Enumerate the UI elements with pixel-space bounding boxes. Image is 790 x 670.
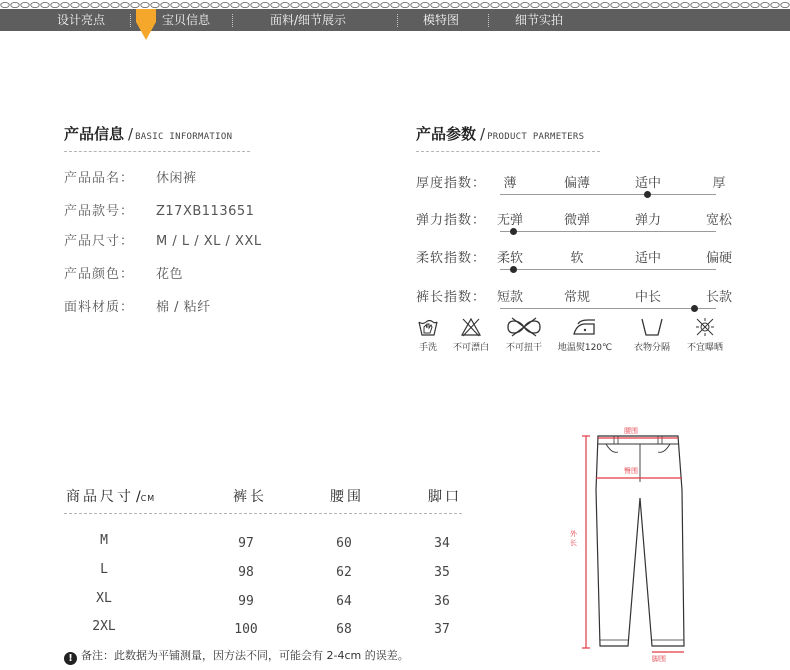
- info-value: Z17XB113651: [156, 204, 255, 219]
- nav-tab-detail-photos[interactable]: 细节实拍: [515, 13, 564, 27]
- care-low-iron: [556, 316, 614, 353]
- param-option: 适中: [634, 176, 661, 191]
- divider: [64, 513, 462, 514]
- table-cell-size: XL: [96, 591, 112, 606]
- param-option: 偏薄: [563, 176, 590, 191]
- param-option: 微弹: [563, 213, 590, 228]
- table-cell: 68: [336, 622, 352, 637]
- diagram-label-hip: 臀围: [624, 467, 638, 475]
- param-option: 长款: [705, 290, 732, 305]
- param-indicator-dot: [691, 305, 698, 312]
- param-option: 常规: [563, 290, 590, 305]
- table-cell-size: M: [100, 533, 108, 548]
- info-row-sizes: [64, 230, 262, 249]
- nav-tab-design-highlights[interactable]: 设计亮点: [57, 13, 106, 27]
- param-track: [500, 308, 716, 309]
- nav-separator: [488, 14, 489, 27]
- param-track: [500, 231, 716, 232]
- care-label: 不可扭干: [505, 343, 542, 353]
- product-params-heading: 产品参数 / PRODUCT PARMETERS: [416, 125, 585, 143]
- care-wash-separately: [626, 316, 678, 353]
- table-cell-size: L: [100, 562, 108, 577]
- info-value: M / L / XL / XXL: [156, 234, 262, 249]
- table-cell: 34: [434, 536, 450, 551]
- care-label: 不可漂白: [452, 343, 489, 353]
- size-table-title-text: 商品尺寸: [66, 489, 134, 505]
- care-label: 不宜曝晒: [686, 343, 723, 353]
- param-option: 无弹: [496, 213, 523, 228]
- nav-separator: [232, 14, 233, 27]
- table-cell: 62: [336, 565, 352, 580]
- param-option: 宽松: [705, 213, 732, 228]
- care-label: 衣物分隔: [633, 343, 670, 353]
- care-hand-wash: [415, 316, 441, 353]
- info-row-style-number: [64, 200, 254, 219]
- info-value: 花色: [156, 267, 184, 282]
- param-option: 偏硬: [705, 251, 732, 266]
- nav-tab-model-photos[interactable]: 模特图: [423, 13, 460, 27]
- size-table-title: 商品尺寸 /CM: [66, 489, 156, 505]
- no-bleach-icon: [460, 316, 482, 338]
- nav-tab-fabric-details[interactable]: 面料/细节展示: [270, 13, 347, 27]
- product-info-subtitle: BASIC INFORMATION: [135, 132, 233, 142]
- table-cell: 100: [234, 622, 258, 637]
- pants-measurement-diagram: [556, 420, 740, 670]
- param-option: 短款: [496, 290, 523, 305]
- info-label: 产品颜色：: [64, 267, 135, 282]
- param-label: 柔软指数：: [416, 251, 487, 266]
- product-params-title: 产品参数: [416, 125, 477, 143]
- pants-outline-icon: [556, 420, 740, 670]
- active-tab-marker: [136, 9, 156, 22]
- table-cell: 37: [434, 622, 450, 637]
- divider: [64, 151, 250, 152]
- active-tab-marker-arrow: [136, 22, 156, 40]
- info-row-material: [64, 296, 211, 315]
- divider: [416, 151, 600, 152]
- table-cell: 97: [238, 536, 254, 551]
- info-label: 面料材质：: [64, 300, 135, 315]
- care-no-wring: [501, 316, 547, 353]
- table-cell: 98: [238, 565, 254, 580]
- info-row-color: [64, 263, 183, 282]
- note-text: 备注：此数据为平铺测量，因方法不同，可能会有 2-4cm 的误差。: [81, 649, 409, 662]
- param-indicator-dot: [510, 228, 517, 235]
- hand-wash-icon: [417, 316, 439, 338]
- param-option: 软: [570, 251, 584, 266]
- param-option: 薄: [503, 176, 517, 191]
- param-label: 弹力指数：: [416, 213, 487, 228]
- diagram-label-hem: 脚围: [652, 655, 666, 663]
- param-track: [500, 269, 716, 270]
- wash-separately-icon: [638, 316, 666, 338]
- table-cell: 64: [336, 594, 352, 609]
- param-option: 中长: [634, 290, 661, 305]
- product-info-heading: 产品信息 / BASIC INFORMATION: [64, 125, 233, 143]
- diagram-label-length: 外长: [570, 530, 577, 547]
- table-cell: 60: [336, 536, 352, 551]
- product-params-subtitle: PRODUCT PARMETERS: [487, 132, 585, 142]
- info-label: 产品款号：: [64, 204, 135, 219]
- no-sun-dry-icon: [694, 316, 716, 338]
- care-no-bleach: [447, 316, 495, 353]
- param-option: 弹力: [634, 213, 661, 228]
- nav-separator: [130, 14, 131, 27]
- size-table-col-hem: 脚口: [428, 489, 462, 505]
- no-wring-icon: [504, 316, 544, 338]
- info-label: 产品品名：: [64, 171, 135, 186]
- size-table-col-waist: 腰围: [330, 489, 364, 505]
- param-track: [500, 194, 716, 195]
- info-value: 休闲裤: [156, 171, 197, 186]
- param-indicator-dot: [644, 191, 651, 198]
- table-cell: 36: [434, 594, 450, 609]
- top-nav-bar: [0, 9, 790, 31]
- param-label: 厚度指数：: [416, 176, 487, 191]
- nav-separator: [397, 14, 398, 27]
- diagram-label-waist: 腰围: [624, 427, 638, 435]
- table-cell-size: 2XL: [92, 619, 116, 634]
- param-option: 适中: [634, 251, 661, 266]
- product-info-title: 产品信息: [64, 125, 125, 143]
- info-row-name: [64, 167, 197, 186]
- info-label: 产品尺寸：: [64, 234, 135, 249]
- nav-tab-product-info[interactable]: 宝贝信息: [162, 13, 211, 27]
- param-option: 厚: [712, 176, 726, 191]
- care-label: 地温熨120℃: [557, 343, 613, 353]
- exclamation-icon: !: [64, 652, 77, 665]
- measurement-note: [64, 647, 409, 665]
- param-option: 柔软: [496, 251, 523, 266]
- care-label: 手洗: [418, 343, 437, 353]
- care-no-sun-dry: [681, 316, 729, 353]
- table-cell: 35: [434, 565, 450, 580]
- size-table-col-length: 裤长: [233, 489, 267, 505]
- param-label: 裤长指数：: [416, 290, 487, 305]
- low-iron-icon: [570, 316, 600, 338]
- info-value: 棉 / 粘纤: [156, 300, 211, 315]
- table-cell: 99: [238, 594, 254, 609]
- size-table-unit: CM: [140, 494, 156, 503]
- param-indicator-dot: [510, 266, 517, 273]
